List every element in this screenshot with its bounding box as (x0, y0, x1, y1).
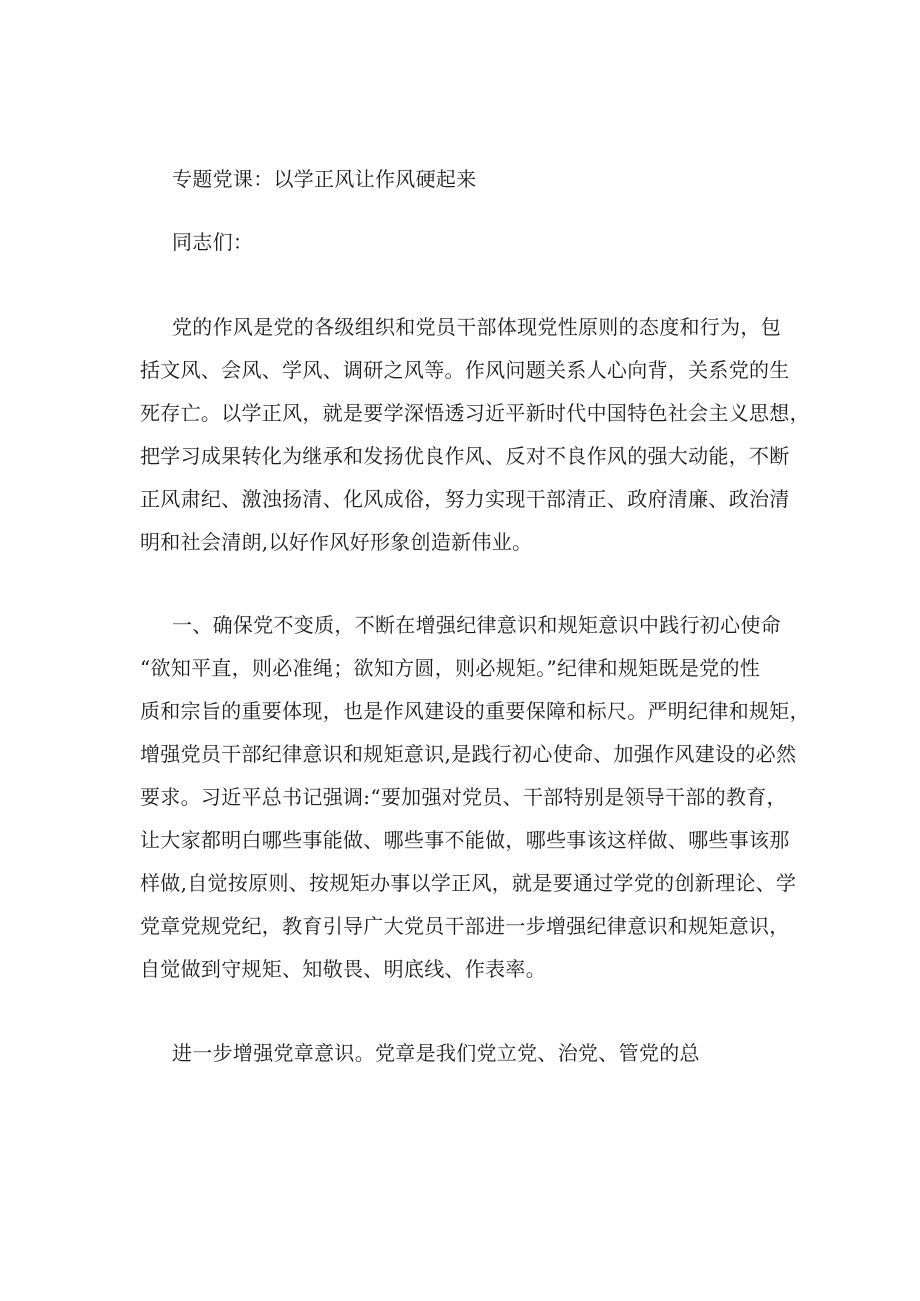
paragraph-3-line: 进一步增强党章意识。党章是我们党立党、治党、管党的总 (172, 1041, 700, 1065)
paragraph-1-line: 明和社会清朗,以好作风好形象创造新伟业。 (140, 530, 533, 554)
paragraph-2-line: “欲知平直，则必准绳；欲知方圆，则必规矩。”纪律和规矩既是党的性 (140, 656, 761, 680)
greeting: 同志们： (172, 230, 254, 254)
paragraph-1-line: 括文风、会风、学风、调研之风等。作风问题关系人心向背，关系党的生 (140, 358, 790, 382)
paragraph-2-line: 样做,自觉按原则、按规矩办事以学正风，就是要通过学党的创新理论、学 (140, 871, 797, 895)
paragraph-1-line: 党的作风是党的各级组织和党员干部体现党性原则的态度和行为，包 (172, 315, 781, 339)
paragraph-2-line: 要求。习近平总书记强调:“要加强对党员、干部特别是领导干部的教育， (140, 785, 787, 809)
paragraph-1-line: 把学习成果转化为继承和发扬优良作风、反对不良作风的强大动能，不断 (140, 444, 790, 468)
paragraph-2-line: 质和宗旨的重要体现，也是作风建设的重要保障和标尺。严明纪律和规矩， (140, 699, 810, 723)
paragraph-1-line: 正风肃纪、激浊扬清、化风成俗，努力实现干部清正、政府清廉、政治清 (140, 487, 790, 511)
paragraph-2-line: 让大家都明白哪些事能做、哪些事不能做，哪些事该这样做、哪些事该那 (140, 828, 790, 852)
paragraph-2-line: 自觉做到守规矩、知敬畏、明底线、作表率。 (140, 957, 546, 981)
paragraph-2-line: 党章党规党纪，教育引导广大党员干部进一步增强纪律意识和规矩意识， (140, 914, 790, 938)
paragraph-2-line: 增强党员干部纪律意识和规矩意识,是践行初心使命、加强作风建设的必然 (140, 742, 797, 766)
section-heading: 一、确保党不变质，不断在增强纪律意识和规矩意识中践行初心使命 (172, 613, 781, 637)
paragraph-1-line: 死存亡。以学正风，就是要学深悟透习近平新时代中国特色社会主义思想， (140, 401, 810, 425)
document-title: 专题党课：以学正风让作风硬起来 (172, 167, 477, 191)
